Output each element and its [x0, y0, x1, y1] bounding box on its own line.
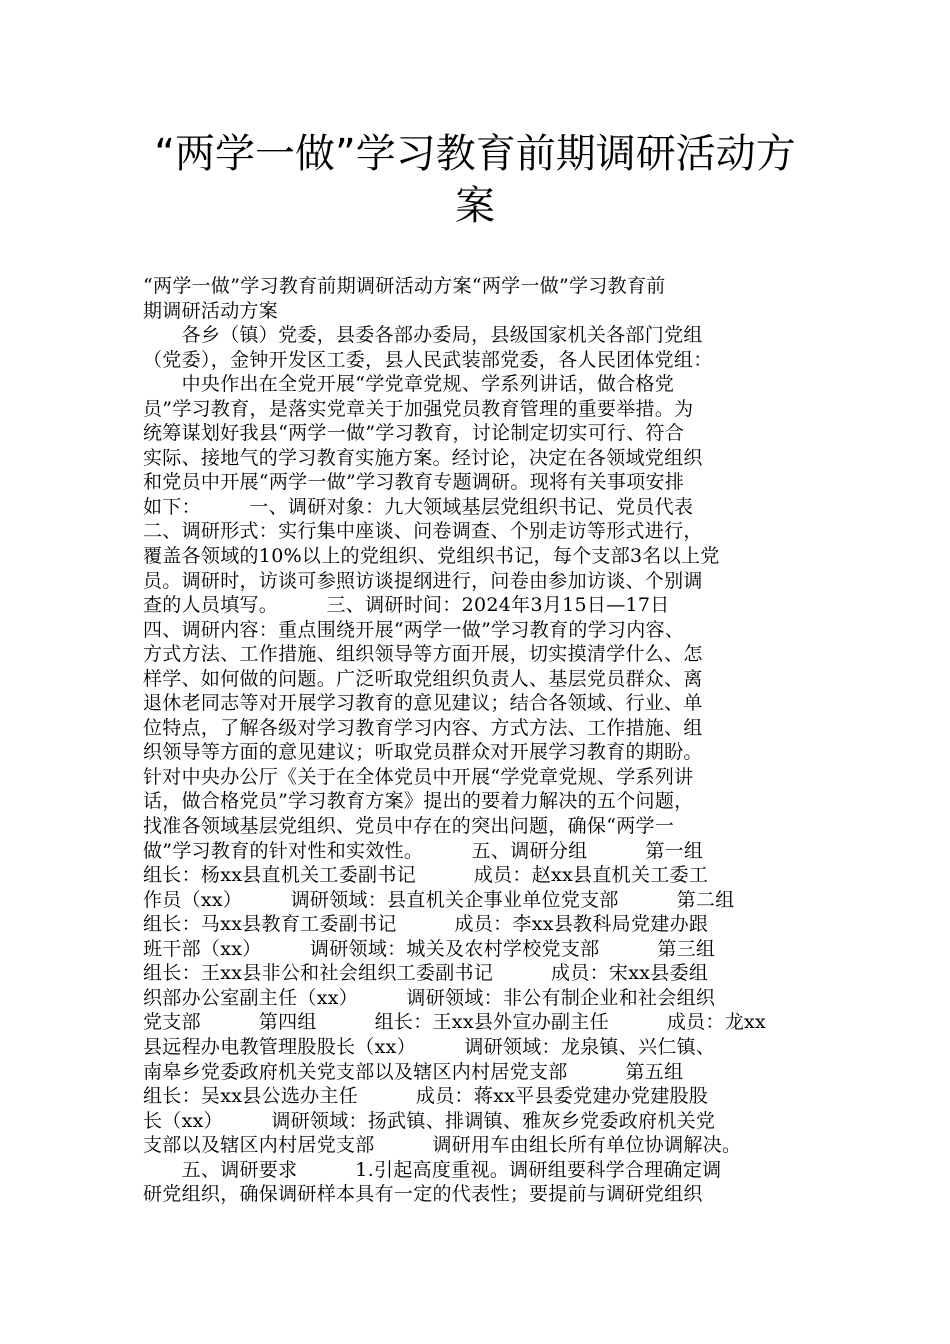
body-line: 和党员中开展“两学一做”学习教育专题调研。现将有关事项安排 [143, 471, 685, 494]
body-line: 南皋乡党委政府机关党支部以及辖区内村居党支部 第五组 [143, 1060, 684, 1083]
body-line: 组长：杨xx县直机关工委副书记 成员：赵xx县直机关工委工 [143, 864, 709, 887]
body-line: 党支部 第四组 组长：王xx县外宣办副主任 成员：龙xx [143, 1011, 767, 1034]
body-line: 各乡（镇）党委，县委各部办委局，县级国家机关各部门党组 [143, 324, 703, 347]
body-line: 五、调研要求 1.引起高度重视。调研组要科学合理确定调 [143, 1158, 722, 1181]
body-line: （党委），金钟开发区工委，县人民武装部党委，各人民团体党组： [143, 348, 713, 371]
body-line: 做”学习教育的针对性和实效性。 五、调研分组 第一组 [143, 839, 704, 862]
body-line: 针对中央办公厅《关于在全体党员中开展“学党章党规、学系列讲 [143, 765, 694, 788]
body-line: 话，做合格党员”学习教育方案》提出的要着力解决的五个问题， [143, 790, 694, 813]
body-line: 研党组织，确保调研样本具有一定的代表性；要提前与调研党组织 [143, 1183, 703, 1206]
body-line: 织部办公室副主任（xx） 调研领域：非公有制企业和社会组织 [143, 986, 716, 1009]
body-line: 找准各领域基层党组织、党员中存在的突出问题，确保“两学一 [143, 815, 675, 838]
body-line: 退休老同志等对开展学习教育的意见建议；结合各领域、行业、单 [143, 692, 703, 715]
body-line: 支部以及辖区内村居党支部 调研用车由组长所有单位协调解决。 [143, 1134, 742, 1157]
document-title: “两学一做”学习教育前期调研活动方案 [154, 131, 796, 229]
body-line: “两学一做”学习教育前期调研活动方案“两学一做”学习教育前 [143, 275, 666, 297]
body-line: 查的人员填写。 三、调研时间：2024年3月15日—17日 [143, 594, 670, 617]
body-line: 样学、如何做的问题。广泛听取党组织负责人、基层党员群众、离 [143, 667, 703, 690]
body-line: 组长：马xx县教育工委副书记 成员：李xx县教科局党建办跟 [143, 913, 709, 936]
body-line: 班干部（xx） 调研领域：城关及农村学校党支部 第三组 [143, 937, 716, 960]
body-line: 实际、接地气的学习教育实施方案。经讨论，决定在各领域党组织 [143, 446, 703, 469]
body-line: 四、调研内容：重点围绕开展“两学一做”学习教育的学习内容、 [143, 618, 685, 641]
body-line: 长（xx） 调研领域：扬武镇、排调镇、雅灰乡党委政府机关党 [143, 1109, 716, 1132]
body-line: 期调研活动方案 [143, 299, 279, 322]
body-line: 作员（xx） 调研领域：县直机关企事业单位党支部 第二组 [143, 888, 735, 911]
document-body [143, 274, 823, 1207]
body-line: 县远程办电教管理股股长（xx） 调研领域：龙泉镇、兴仁镇、 [143, 1035, 716, 1058]
body-line: 织领导等方面的意见建议；听取党员群众对开展学习教育的期盼。 [143, 741, 703, 764]
body-line: 覆盖各领域的10%以上的党组织、党组织书记，每个支部3名以上党 [143, 545, 720, 568]
body-line: 中央作出在全党开展“学党章党规、学系列讲话，做合格党 [143, 373, 675, 396]
body-line: 二、调研形式：实行集中座谈、问卷调查、个别走访等形式进行， [143, 520, 703, 543]
body-line: 组长：王xx县非公和社会组织工委副书记 成员：宋xx县委组 [143, 962, 709, 985]
body-line: 位特点，了解各级对学习教育学习内容、方式方法、工作措施、组 [143, 716, 703, 739]
body-line: 组长：吴xx县公选办主任 成员：蒋xx平县委党建办党建股股 [143, 1085, 709, 1108]
body-line: 如下： 一、调研对象：九大领域基层党组织书记、党员代表 [143, 495, 694, 518]
body-line: 方式方法、工作措施、组织领导等方面开展，切实摸清学什么、怎 [143, 643, 703, 666]
body-line: 统筹谋划好我县“两学一做”学习教育，讨论制定切实可行、符合 [143, 422, 685, 445]
body-line: 员。调研时，访谈可参照访谈提纲进行，问卷由参加访谈、个别调 [143, 569, 703, 592]
body-line: 员”学习教育，是落实党章关于加强党员教育管理的重要举措。为 [143, 397, 694, 420]
